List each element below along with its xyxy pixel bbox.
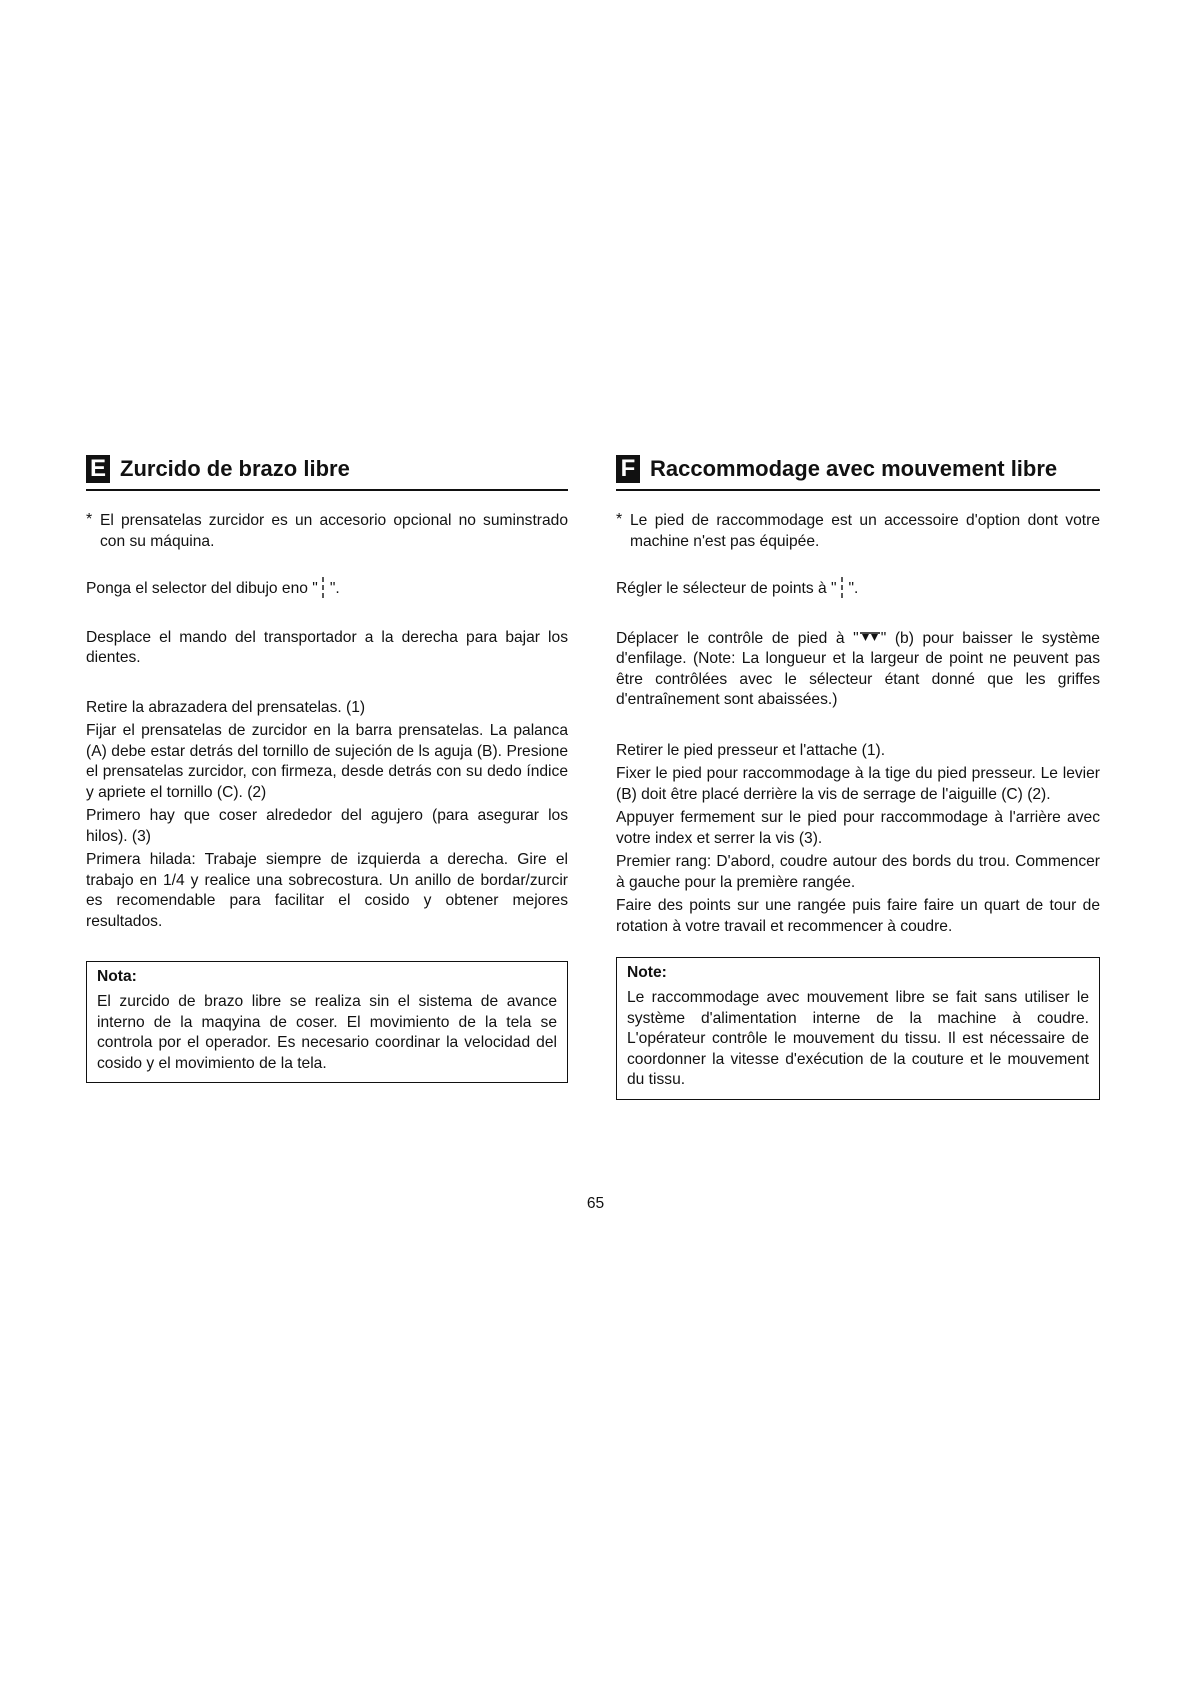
straight-stitch-icon bbox=[318, 579, 330, 595]
section-e-heading bbox=[86, 452, 568, 491]
section-f-row-step: Faire des points sur une rangée puis faire faire un quart de tour de rotation à votre travail et recommencer à coudre. bbox=[616, 897, 1100, 935]
section-f-heading bbox=[616, 452, 1100, 491]
section-e-optional-note bbox=[86, 511, 568, 552]
section-e-note-box-title: Nota: bbox=[97, 968, 137, 985]
asterisk: * bbox=[86, 511, 93, 528]
section-e bbox=[86, 452, 568, 1083]
section-f-note-box-text: Le raccommodage avec mouvement libre se fait sans utiliser le système d'alimentation interne de la machine à coudre. L'opérateur contrôle le mouvement du tissu. Il est nécessaire de coordonner la vitesse d'exécution de la couture et le mouvement du tissu. bbox=[627, 989, 1089, 1088]
section-e-row-step: Primera hilada: Trabaje siempre de izquierda a derecha. Gire el trabajo en 1/4 y realice una sobrecostura. Un anillo de bordar/zurcir es recomendable para facilitar el cosido y obtener mejores resultados. bbox=[86, 851, 568, 930]
section-e-remove-step: Retire la abrazadera del prensatelas. (1) bbox=[86, 698, 366, 716]
section-e-letter: E bbox=[86, 455, 110, 483]
section-f-first-step: Premier rang: D'abord, coudre autour des bords du trou. Commencer à gauche pour la première rangée. bbox=[616, 853, 1100, 891]
section-f-feed-dog-instruction: Déplacer le contrôle de pied à " " (b) pour baisser le système d'enfilage. (Note: La longueur et la largeur de point ne peuvent pas être contrôlées avec le sélecteur étant donné que les griffes d'entraînement sont abaissées.) bbox=[616, 629, 1100, 708]
section-e-note-box bbox=[86, 961, 568, 1083]
feed-dog-lowered-icon bbox=[859, 628, 881, 649]
straight-stitch-icon bbox=[837, 579, 849, 595]
section-f-note-box bbox=[616, 957, 1100, 1100]
section-f-fix-step: Fixer le pied pour raccommodage à la tige du pied presseur. Le levier (B) doit être placé derrière la vis de serrage de l'aiguille (C) (2). bbox=[616, 765, 1100, 803]
section-e-optional-note-text: El prensatelas zurcidor es un accesorio opcional no suminstrado con su máquina. bbox=[100, 512, 568, 550]
section-f-optional-note-text: Le pied de raccommodage est un accessoire d'option dont votre machine n'est pas équipée. bbox=[630, 512, 1100, 550]
section-f-press-step: Appuyer fermement sur le pied pour raccommodage à l'arrière avec votre index et serrer la vis (3). bbox=[616, 809, 1100, 847]
section-e-feed-dog-instruction: Desplace el mando del transportador a la derecha para bajar los dientes. bbox=[86, 628, 568, 666]
section-f-selector-instruction: Régler le sélecteur de points à " ". bbox=[616, 580, 859, 597]
section-f-optional-note bbox=[616, 511, 1100, 552]
section-e-title: Zurcido de brazo libre bbox=[120, 456, 350, 481]
section-e-first-step: Primero hay que coser alrededor del agujero (para asegurar los hilos). (3) bbox=[86, 807, 568, 845]
section-e-selector-instruction: Ponga el selector del dibujo eno " ". bbox=[86, 580, 340, 597]
section-f-remove-step: Retirer le pied presseur et l'attache (1). bbox=[616, 741, 886, 759]
section-e-note-box-text: El zurcido de brazo libre se realiza sin el sistema de avance interno de la maqyina de coser. El movimiento de la tela se controla por el operador. Es necesario coordinar la velocidad del cosido y el movimiento de la tela. bbox=[97, 993, 557, 1072]
asterisk: * bbox=[616, 511, 623, 528]
section-e-fix-step: Fijar el prensatelas de zurcidor en la barra prensatelas. La palanca (A) debe estar detrás del tornillo de sujeción de ls aguja (B). Presione el prensatelas zurcidor, con firmeza, desde detrás con su dedo índice y apriete el tornillo (C). (2) bbox=[86, 722, 568, 801]
section-f-note-box-title: Note: bbox=[627, 964, 667, 981]
section-f-title: Raccommodage avec mouvement libre bbox=[650, 456, 1058, 481]
section-f bbox=[616, 452, 1100, 1100]
section-f-letter: F bbox=[616, 455, 640, 483]
page-number: 65 bbox=[586, 1195, 605, 1212]
